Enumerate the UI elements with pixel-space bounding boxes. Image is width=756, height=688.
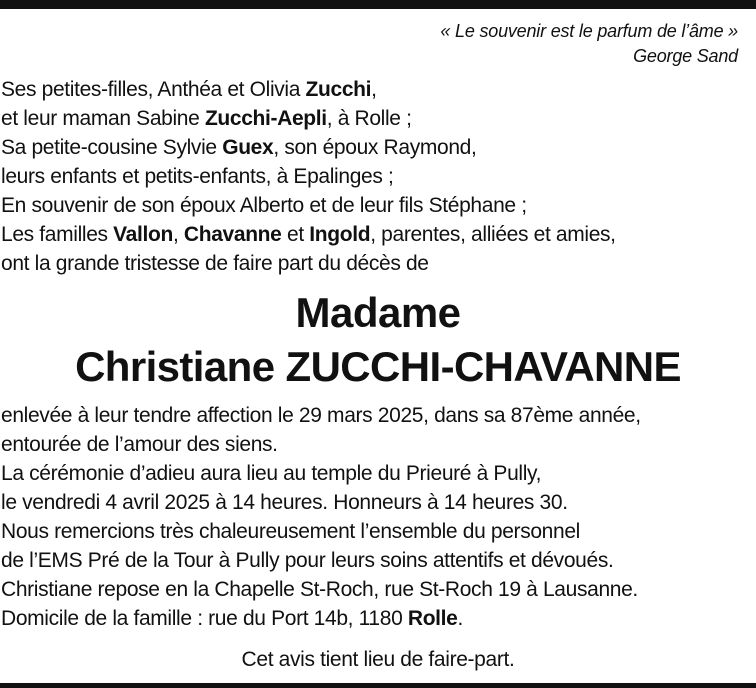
top-border-rule [0,0,756,9]
deceased-name-block [0,289,756,393]
details-line-4: le vendredi 4 avril 2025 à 14 heures. Honneurs à 14 heures 30. [1,491,568,514]
text-run: , parentes, alliées et amies, [370,223,616,246]
town-name: Rolle [407,607,458,630]
mourner-line-5: En souvenir de son époux Alberto et de leur fils Stéphane ; [1,194,527,217]
details-line-5: Nous remercions très chaleureusement l’ensemble du personnel [1,520,580,543]
family-name: Ingold [309,223,371,246]
deceased-honorific: Madame [295,289,461,336]
text-run: . [457,607,463,630]
details-line-6: de l’EMS Pré de la Tour à Pully pour leurs soins attentifs et dévoués. [1,549,614,572]
family-name: Guex [222,136,274,159]
mourner-line-6 [1,220,616,249]
details-block [1,401,641,633]
text-run: Ses petites-filles, Anthéa et Olivia [1,78,306,101]
text-run: Les familles [1,223,114,246]
epigraph-author: George Sand [633,46,738,66]
text-run: et leur maman Sabine [1,107,205,130]
text-run: Domicile de la famille : rue du Port 14b, 1180 [1,607,408,630]
bottom-border-rule [0,683,756,688]
text-run: , [371,78,377,101]
details-line-2: entourée de l’amour des siens. [1,433,278,456]
closing-note: Cet avis tient lieu de faire-part. [241,648,515,671]
mourner-line-4: leurs enfants et petits-enfants, à Epalinges ; [1,165,394,188]
details-line-7: Christiane repose en la Chapelle St-Roch, rue St-Roch 19 à Lausanne. [1,578,638,601]
family-name: Vallon [113,223,173,246]
family-name: Zucchi [305,78,372,101]
family-name: Chavanne [183,223,282,246]
mourner-line-7: ont la grande tristesse de faire part du décès de [1,252,429,275]
details-line-8 [1,604,641,633]
details-line-1: enlevée à leur tendre affection le 29 mars 2025, dans sa 87ème année, [1,404,641,427]
mourner-line-3 [1,133,616,162]
deceased-name: Christiane ZUCCHI-CHAVANNE [75,343,681,390]
text-run: Sa petite-cousine Sylvie [1,136,223,159]
details-line-3: La cérémonie d’adieu aura lieu au temple du Prieuré à Pully, [1,462,542,485]
text-run: , [172,223,184,246]
text-run: et [281,223,310,246]
epigraph [440,19,738,69]
text-run: , à Rolle ; [326,107,412,130]
family-name: Zucchi-Aepli [204,107,327,130]
mourner-line-2 [1,104,616,133]
mourners-list [1,75,616,278]
mourner-line-1 [1,75,616,104]
epigraph-quote: « Le souvenir est le parfum de l’âme » [440,21,738,41]
text-run: , son époux Raymond, [273,136,477,159]
